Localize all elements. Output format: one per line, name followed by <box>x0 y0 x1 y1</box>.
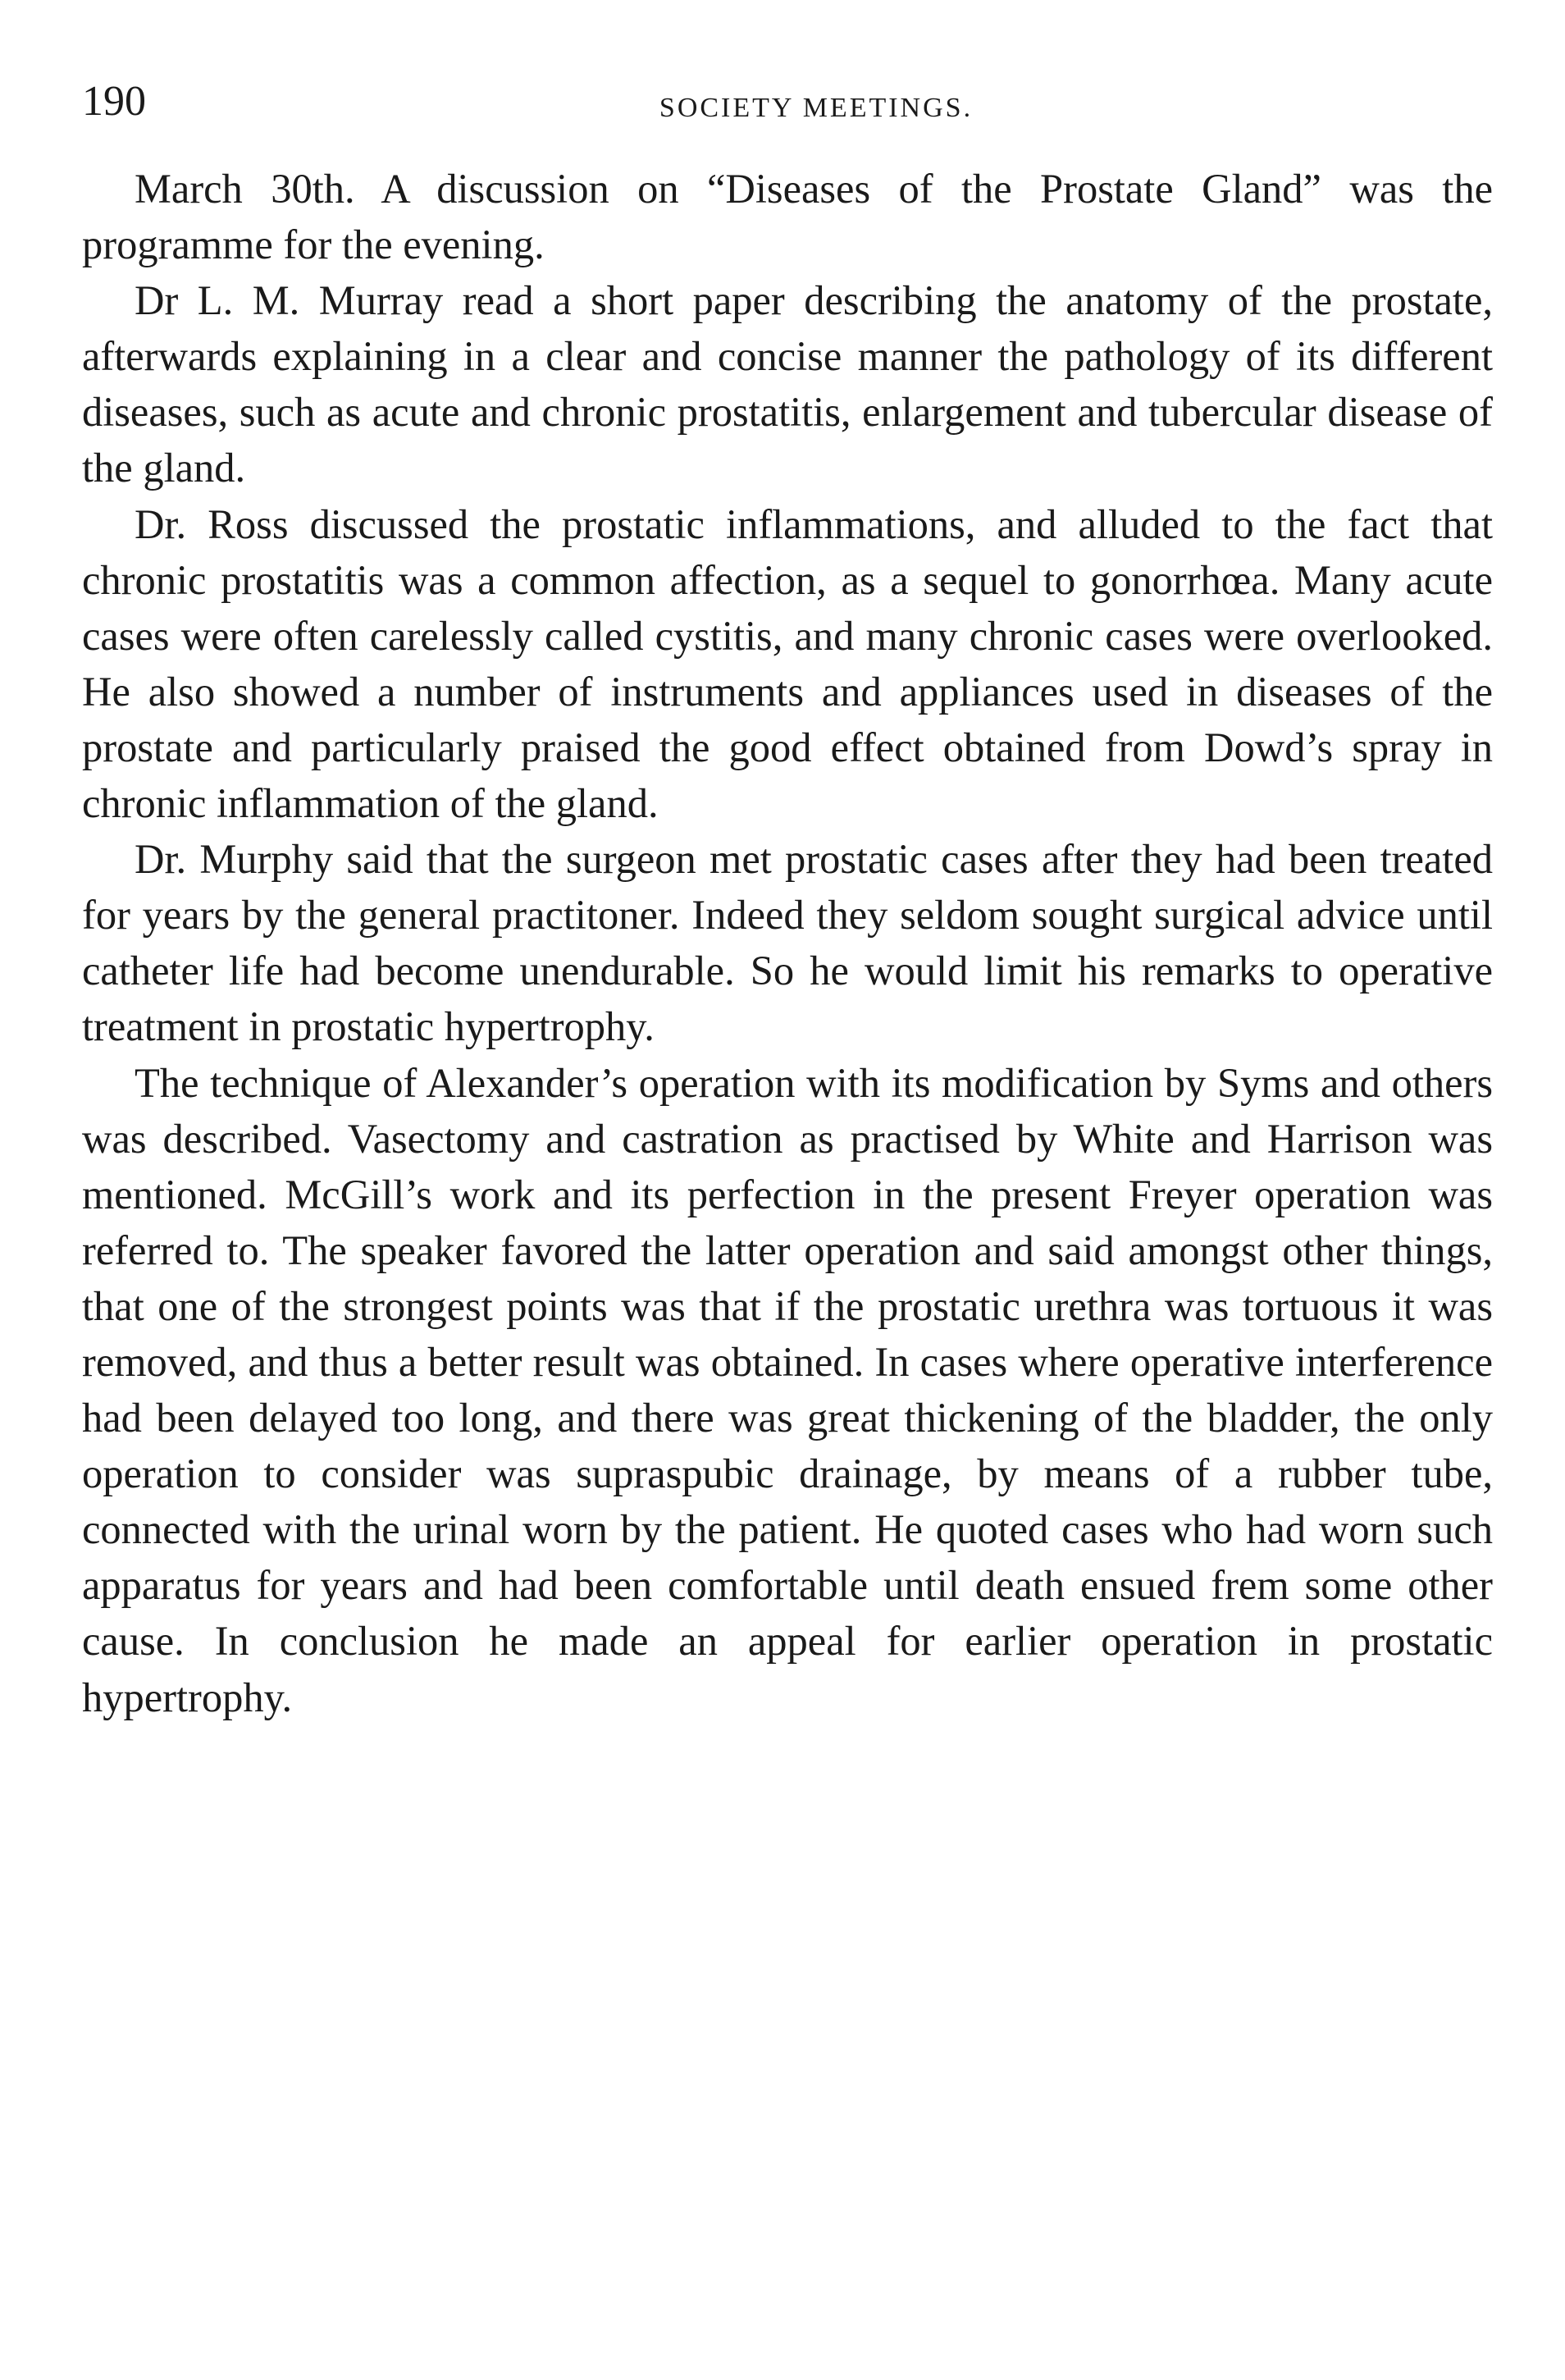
paragraph-operations: The technique of Alexander’s operation with its modification by Syms and others was described. Vasectomy and castration as practised by White and Harrison was mentioned. McGill’s work and its perfection in the present Freyer operation was referred to. The speaker favored the latter operation and said amongst other things, that one of the strongest points was that if the prostatic urethra was tortuous it was removed, and thus a better result was obtained. In cases where operative interference had been delayed too long, and there was great thickening of the bladder, the only operation to consider was supraspubic drainage, by means of a rubber tube, connected with the urinal worn by the patient. He quoted cases who had worn such apparatus for years and had been comfortable until death ensued frem some other cause. In conclusion he made an appeal for earlier operation in prostatic hypertrophy. <box>82 1059 1493 1720</box>
paragraph-murray: Dr L. M. Murray read a short paper describing the anatomy of the prostate, afterwards explaining in a clear and concise manner the pathology of its different diseases, such as acute and chronic prostatitis, enlargement and tubercular disease of the gland. <box>82 277 1493 491</box>
paragraph-ross: Dr. Ross discussed the prostatic inflammations, and alluded to the fact that chronic prostatitis was a common affection, as a sequel to gonorrhœa. Many acute cases were often carelessly called cystitis, and many chronic cases were overlooked. He also showed a number of instruments and appliances used in diseases of the prostate and particularly praised the good effect obtained from Dowd’s spray in chronic inflammation of the gland. <box>82 500 1493 827</box>
body-text <box>82 161 1493 1725</box>
paragraph-meeting-intro: March 30th. A discussion on “Diseases of the Prostate Gland” was the programme for the evening. <box>82 166 1493 268</box>
running-head: SOCIETY MEETINGS. <box>659 93 974 123</box>
page-number: 190 <box>82 78 146 125</box>
paragraph-murphy: Dr. Murphy said that the surgeon met prostatic cases after they had been treated for years by the general practitoner. Indeed they seldom sought surgical advice until catheter life had become unendurable. So he would limit his remarks to operative treatment in prostatic hypertrophy. <box>82 836 1493 1050</box>
page-header <box>82 69 1493 135</box>
